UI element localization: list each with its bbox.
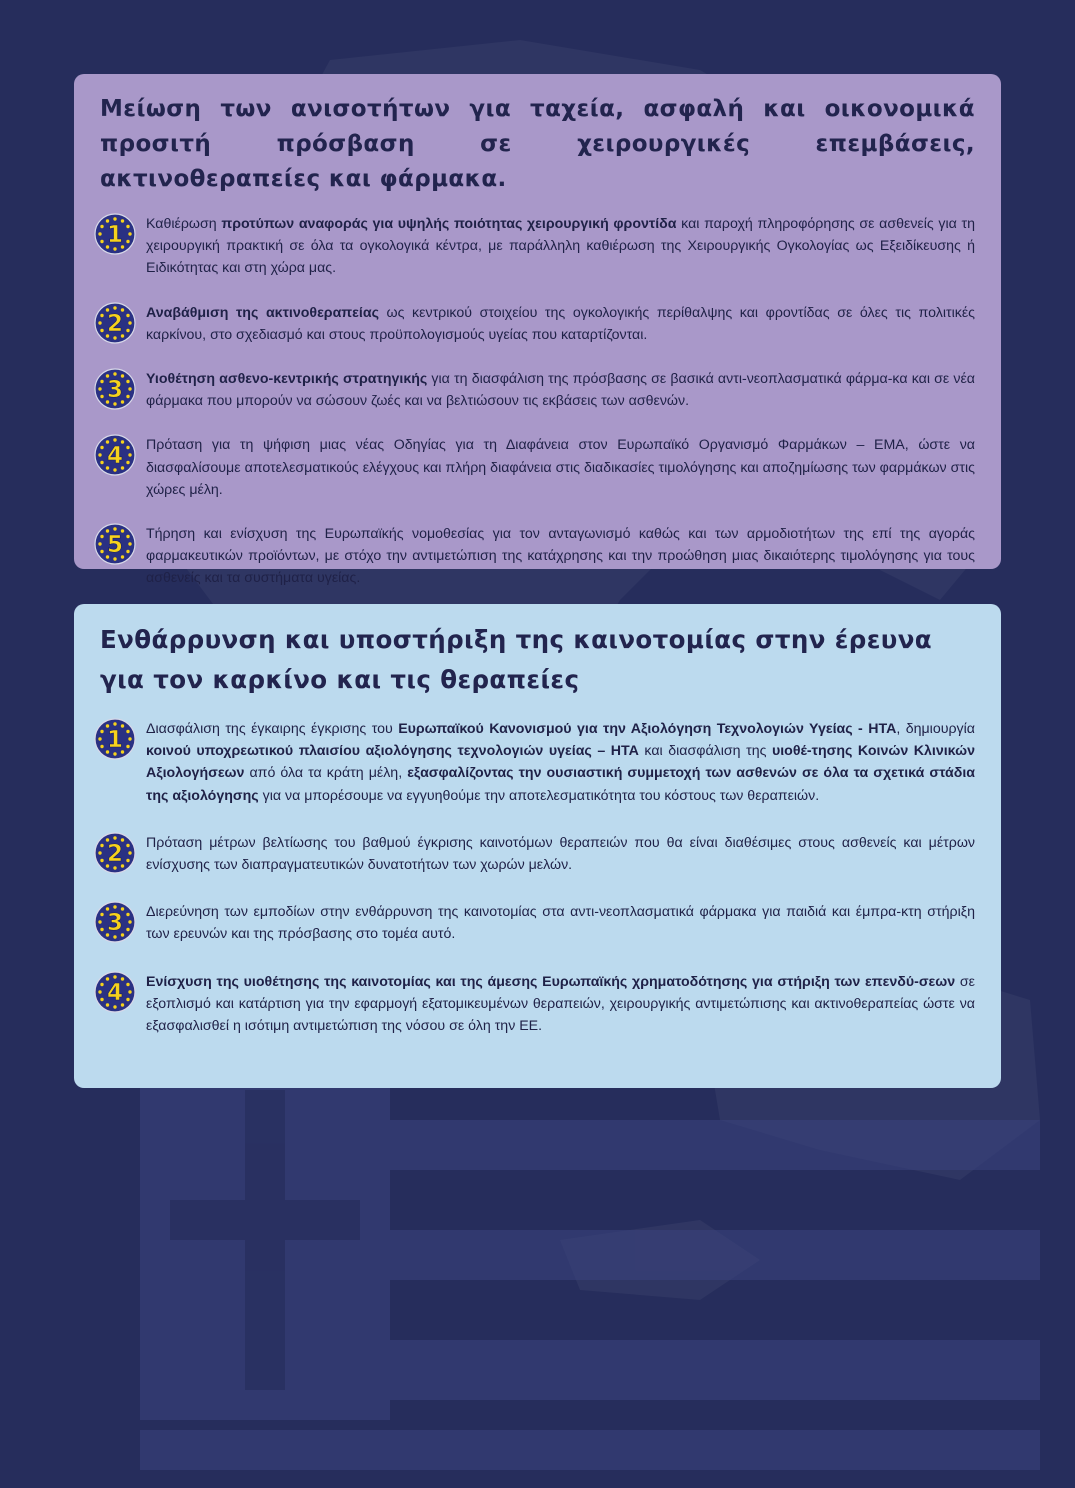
item-number: 1 — [106, 222, 124, 248]
eu-stars-number-badge-icon — [94, 901, 136, 943]
eu-stars-number-badge-icon — [94, 523, 136, 565]
item-text — [146, 368, 975, 412]
item-text-bold: εξασφαλίζοντας την ουσιαστική συμμετοχή των ασθενών σε όλα τα σχετικά στάδια της αξιολόγησης — [146, 765, 975, 804]
item-text-bold: Ευρωπαϊκού Κανονισμού για την Αξιολόγηση Τεχνολογιών Υγείας - HTA — [398, 721, 897, 737]
item-number: 4 — [106, 443, 124, 470]
item-text-segment: Διερεύνηση των εμποδίων στην ενθάρρυνση της καινοτομίας στα αντι-νεοπλασματικά φάρμακα για παιδιά και έμπρα-κτη στήριξη των ερευνών και της πρόσβασης στο τομέα αυτό. — [146, 904, 975, 943]
eu-stars-number-badge-icon — [94, 832, 136, 874]
list-item — [100, 523, 975, 590]
item-number: 1 — [106, 727, 124, 753]
item-text-segment: και παροχή πληροφόρησης σε ασθενείς για τη χειρουργική πρακτική σε όλα τα ογκολογικά κέντρα, με παράλληλη καθιέρωση της Χειρουργικής Ογκολογίας ως Εξειδίκευσης ή Ειδικότητας και στη χώρα μας. — [146, 216, 975, 277]
item-text-bold: Αναβάθμιση της ακτινοθεραπείας — [146, 304, 379, 321]
list-item — [100, 718, 975, 807]
item-text-segment: σε εξοπλισμό και κατάρτιση για την εφαρμογή εξατομικευμένων θεραπειών, χειρουργικής αντιμετώπισης και ακτινοθεραπείας ώστε να εξασφαλισθεί η ισότιμη αντιμετώπιση της νόσου σε όλη την ΕΕ. — [146, 973, 975, 1035]
item-text-segment: Πρόταση μέτρων βελτίωσης του βαθμού έγκρισης καινοτόμων θεραπειών που θα είναι διαθέσιμες στους ασθενείς και μέτρων ενίσχυσης των διαπραγματευτικών δυνατοτήτων των χωρών μελών. — [146, 834, 975, 874]
item-number: 4 — [106, 979, 124, 1006]
section-title: Μείωση των ανισοτήτων για ταχεία, ασφαλή και οικονομικά προσιτή πρόσβαση σε χειρουργικές επεμβάσεις, ακτινοθεραπείες και φάρμακα. — [100, 96, 975, 192]
eu-stars-number-badge-icon — [94, 434, 136, 476]
item-text — [146, 901, 975, 945]
item-text-segment: Διασφάλιση της έγκαιρης έγκρισης του — [146, 721, 399, 737]
eu-stars-number-badge-icon — [94, 718, 136, 760]
list-item — [100, 901, 975, 945]
eu-stars-number-badge-icon — [94, 302, 136, 344]
item-text-bold: προτύπων αναφοράς για υψηλής ποιότητας χειρουργική φροντίδα — [221, 216, 677, 232]
item-text — [146, 213, 975, 280]
item-text-segment: ως κεντρικού στοιχείου της ογκολογικής περίθαλψης και φροντίδας σε όλες τις πολιτικές καρκίνου, στο σχεδιασμό και στους προϋπολογισμούς υγείας που καταρτίζονται. — [146, 304, 975, 343]
item-text-segment: για να μπορέσουμε να εγγυηθούμε την αποτελεσματικότητα του κόστους των θεραπειών. — [258, 787, 820, 804]
item-text — [146, 832, 975, 876]
list-item — [100, 434, 975, 501]
item-list — [100, 718, 975, 1037]
item-text-bold: κοινού υποχρεωτικού πλαισίου αξιολόγησης τεχνολογιών υγείας – HTA — [146, 743, 639, 760]
item-text-segment: , δημιουργία — [896, 721, 975, 737]
item-text-segment: Πρόταση για τη ψήφιση μιας νέας Οδηγίας για τη Διαφάνεια στον Ευρωπαϊκό Οργανισμό Φαρμάκων – ΕΜΑ, ώστε να διασφαλίσουμε αποτελεσματικούς ελέγχους και πλήρη διαφάνεια στις διαδικασίες τιμολόγησης και αποζημίωσης των φαρμάκων στις χώρες μέλη. — [146, 437, 975, 498]
list-item — [100, 971, 975, 1038]
eu-stars-number-badge-icon — [94, 971, 136, 1013]
item-number: 2 — [106, 310, 124, 337]
item-text-bold: υιοθέ-τησης Κοινών Κλινικών Αξιολογήσεων — [146, 743, 975, 782]
item-number: 3 — [106, 910, 124, 937]
item-number: 3 — [106, 377, 124, 404]
section-title: Ενθάρρυνση και υποστήριξη της καινοτομίας στην έρευνα για τον καρκίνο και τις θεραπείες — [100, 625, 933, 694]
item-text-bold: Υιοθέτηση ασθενο-κεντρικής στρατηγικής — [146, 371, 428, 388]
item-text-segment: Καθιέρωση — [146, 216, 222, 232]
item-text — [146, 434, 975, 501]
list-item — [100, 368, 975, 412]
eu-stars-number-badge-icon — [94, 368, 136, 410]
item-text-segment: και διασφάλιση της — [638, 743, 772, 760]
item-text-segment: για τη διασφάλιση της πρόσβασης σε βασικά αντι-νεοπλασματικά φάρμα-κα και σε νέα φάρμακα που μπορούν να σώσουν ζωές και να βελτιώσουν τις εκβάσεις των ασθενών. — [146, 371, 975, 410]
item-text — [146, 302, 975, 346]
list-item — [100, 832, 975, 876]
item-list — [100, 213, 975, 590]
section-surgery-radiotherapy-medicines — [74, 74, 1001, 587]
item-text-segment: Τήρηση και ενίσχυση της Ευρωπαϊκής νομοθεσίας για τον ανταγωνισμό καθώς και των αρμοδιοτήτων της επί της αγοράς φαρμακευτικών προϊόντων, με στόχο την αντιμετώπιση της κατάχρησης και την προώθηση μιας δικαιότερης τιμολόγησης για τους ασθενείς και τα συστήματα υγείας. — [146, 526, 975, 587]
item-text-bold: Ενίσχυση της υιοθέτησης της καινοτομίας και της άμεσης Ευρωπαϊκής χρηματοδότησης για στήριξη των επενδύ-σεων — [146, 973, 956, 990]
list-item — [100, 302, 975, 346]
eu-stars-number-badge-icon — [94, 213, 136, 255]
item-text-segment: από όλα τα κράτη μέλη, — [244, 765, 408, 782]
item-number: 5 — [106, 532, 124, 559]
list-item — [100, 213, 975, 280]
item-text — [146, 718, 975, 807]
item-text — [146, 971, 975, 1038]
section-innovation-research — [74, 604, 1001, 1088]
item-number: 2 — [106, 840, 124, 867]
item-text — [146, 523, 975, 590]
